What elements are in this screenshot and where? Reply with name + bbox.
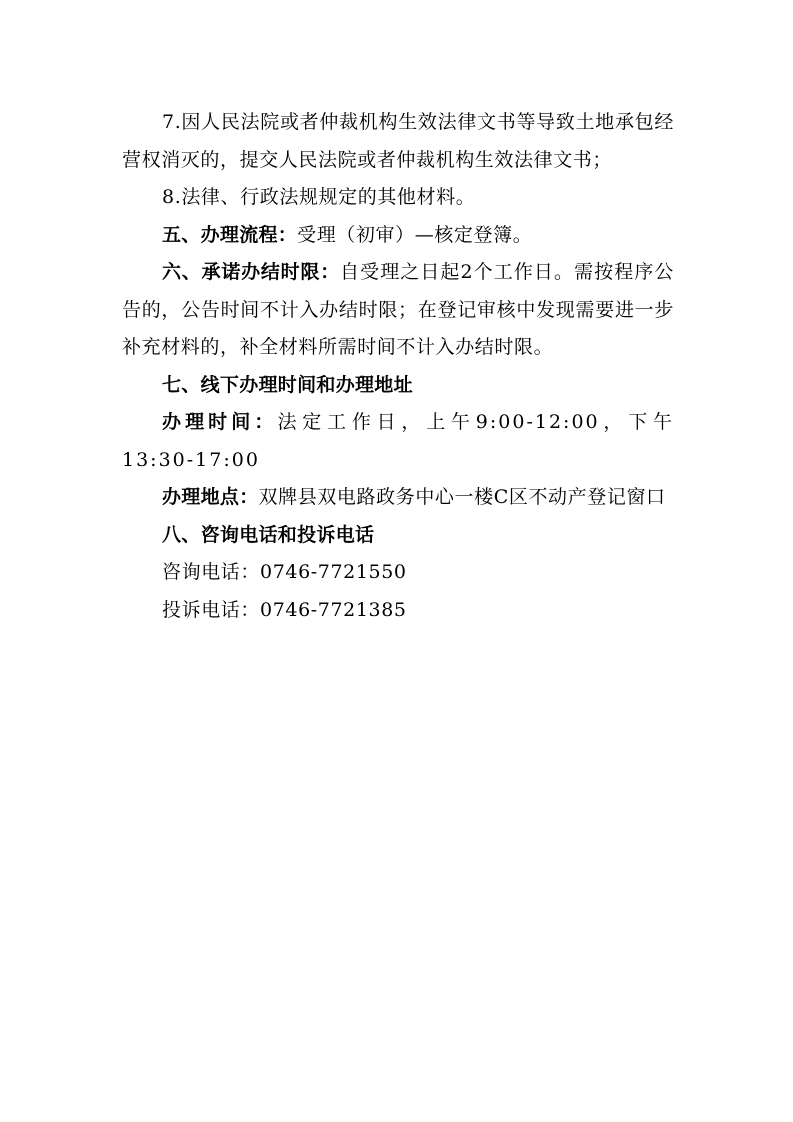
item-7-text: 7.因人民法院或者仲裁机构生效法律文书等导致土地承包经营权消灭的，提交人民法院或者仲裁机构生效法律文书； <box>122 111 674 171</box>
section-5-text: 受理（初审）—核定登簿。 <box>297 223 533 246</box>
section-8-heading: 八、咨询电话和投诉电话 <box>162 523 375 546</box>
section-7-heading: 七、线下办理时间和办理地址 <box>162 373 413 396</box>
section-5-heading: 五、办理流程： <box>162 223 298 246</box>
office-hours-paragraph <box>122 404 674 479</box>
office-hours-label: 办理时间： <box>162 411 278 433</box>
consult-phone: 咨询电话：0746-7721550 <box>162 561 407 583</box>
office-address-paragraph <box>122 479 674 517</box>
section-5-paragraph <box>122 217 674 255</box>
section-8-heading-paragraph <box>122 517 674 555</box>
office-address-label: 办理地点： <box>162 486 259 508</box>
section-6-heading: 六、承诺办结时限： <box>162 261 341 283</box>
section-7-heading-paragraph <box>122 367 674 405</box>
section-6-text: 自受理之日起2个工作日。需按程序公告的，公告时间不计入办结时限；在登记审核中发现需要进一步补充材料的，补全材料所需时间不计入办结时限。 <box>122 261 675 358</box>
item-7-paragraph <box>122 104 674 179</box>
office-hours-value: 法定工作日，上午9:00-12:00，下午13:30-17:00 <box>122 411 674 471</box>
complaint-phone-paragraph <box>122 592 674 630</box>
consult-phone-paragraph <box>122 554 674 592</box>
section-6-paragraph <box>122 254 674 367</box>
item-8-paragraph <box>122 179 674 217</box>
office-address-value: 双牌县双电路政务中心一楼C区不动产登记窗口 <box>258 486 666 508</box>
complaint-phone: 投诉电话：0746-7721385 <box>162 598 407 621</box>
document-body <box>122 104 674 629</box>
item-8-text: 8.法律、行政法规规定的其他材料。 <box>162 186 476 208</box>
